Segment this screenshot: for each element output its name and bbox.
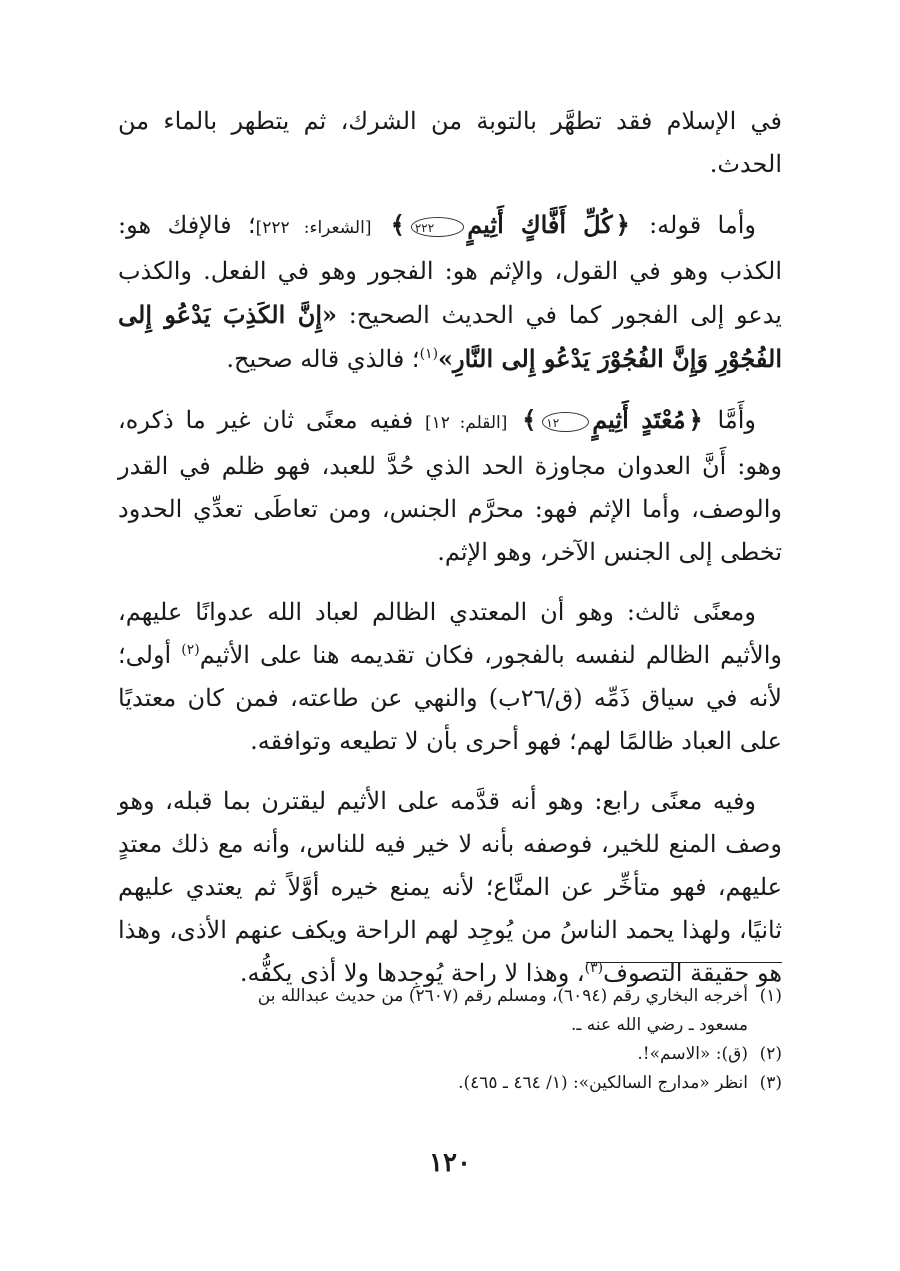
paragraph-1 [118,100,782,186]
paragraph-2-text: ؛ فالإفك هو: الكذب وهو في القول، والإثم هو: الفجور وهو في الفعل. والكذب يدعو إلى الفجور كما في الحديث الصحيح: [118,211,782,329]
ayah-number-marker: ١٢ [542,412,589,432]
footnote-number: (٣) [759,1073,782,1093]
footnote-text: مسعود ـ رضي الله عنه ـ. [570,1015,748,1035]
paragraph-1-text: في الإسلام فقد تطهَّر بالتوبة من الشرك، ثم يتطهر بالماء من الحدث. [118,107,782,178]
footnote-1 [118,982,782,1011]
paragraph-4-text: ومعنًى ثالث: وهو أن المعتدي الظالم لعباد الله عدوانًا عليهم، والأثيم الظالم لنفسه بالفجور، فكان تقديمه هنا على الأثيم [118,598,782,669]
ornate-bracket-open: ﴿ [615,210,630,239]
surah-reference: [الشعراء: ٢٢٢] [255,218,372,238]
footnote-marker-2: (٢) [181,642,200,658]
footnote-1-continuation [118,1011,782,1040]
footnote-marker-3: (٣) [584,960,604,976]
footnote-marker-1: (١) [419,346,439,362]
footnote-separator [586,962,782,963]
footnote-number: (١) [759,986,782,1006]
paragraph-2-tail: ؛ فالذي قاله صحيح. [226,345,420,373]
ornate-bracket-close: ﴾ [390,210,405,239]
footnote-3 [118,1069,782,1098]
paragraph-4 [118,591,782,763]
ornate-bracket-open: ﴿ [688,405,703,434]
paragraph-3-text: ففيه معنًى ثان غير ما ذكره، وهو: أَنَّ العدوان مجاوزة الحد الذي حُدَّ للعبد، فهو ظلم في القدر والوصف، وأما الإثم فهو: محرَّم الجنس، ومن تعاطَى تعدِّي الحدود تخطى إلى الجنس الآخر، وهو الإثم. [118,406,783,566]
footnote-text: أخرجه البخاري رقم (٦٠٩٤)، ومسلم رقم (٢٦٠٧) من حديث عبدالله بن [257,986,748,1006]
footnote-text: (ق): «الاسم»!. [637,1044,748,1064]
quran-verse: مُعْتَدٍ أَثِيمٍ [592,405,686,434]
paragraph-5-text: وفيه معنًى رابع: وهو أنه قدَّمه على الأثيم ليقترن بما قبله، وهو وصف المنع للخير، فوصفه بأنه لا خير فيه للناس، وأنه مع ذلك معتدٍ عليهم، فهو متأخِّر عن المنَّاع؛ لأنه يمنع خيره أوَّلاً ثم يعتدي عليهم ثانيًا، ولهذا يحمد الناسُ من يُوجِد لهم الراحة ويكف عنهم الأذى، وهذا هو حقيقة التصوف [118,787,782,987]
footnote-number: (٢) [759,1044,782,1064]
paragraph-2-lead: وأما قوله: [649,211,756,239]
paragraph-5-tail: ، وهذا لا راحة يُوجِدها ولا أذى يكفُّه. [239,959,585,987]
ayah-number-marker: ٢٢٢ [411,217,464,237]
footnote-text: انظر «مدارج السالكين»: (١/ ٤٦٤ ـ ٤٦٥). [458,1073,748,1093]
surah-reference: [القلم: ١٢] [425,413,508,433]
quran-verse: كُلِّ أَفَّاكٍ أَثِيمٍ [467,210,613,239]
page-number: ١٢٠ [429,1148,471,1178]
main-text [118,100,782,1012]
footnote-2 [118,1040,782,1069]
footnotes [118,982,782,1098]
hadith-quote: «إِنَّ الكَذِبَ يَدْعُو إِلى الفُجُوْرِ وَإِنَّ الفُجُوْرَ يَدْعُو إِلى النَّارِ» [118,300,782,373]
paragraph-3 [118,398,782,574]
paragraph-2 [118,203,782,381]
paragraph-3-lead: وأَمَّا [717,406,756,434]
ornate-bracket-close: ﴾ [522,405,537,434]
paragraph-4-tail: أولى؛ لأنه في سياق ذَمِّه (ق/٢٦ب) والنهي عن طاعته، فمن كان معتديًا على العباد ظالمًا لهم؛ فهو أحرى بأن لا تطيعه وتوافقه. [118,641,782,755]
